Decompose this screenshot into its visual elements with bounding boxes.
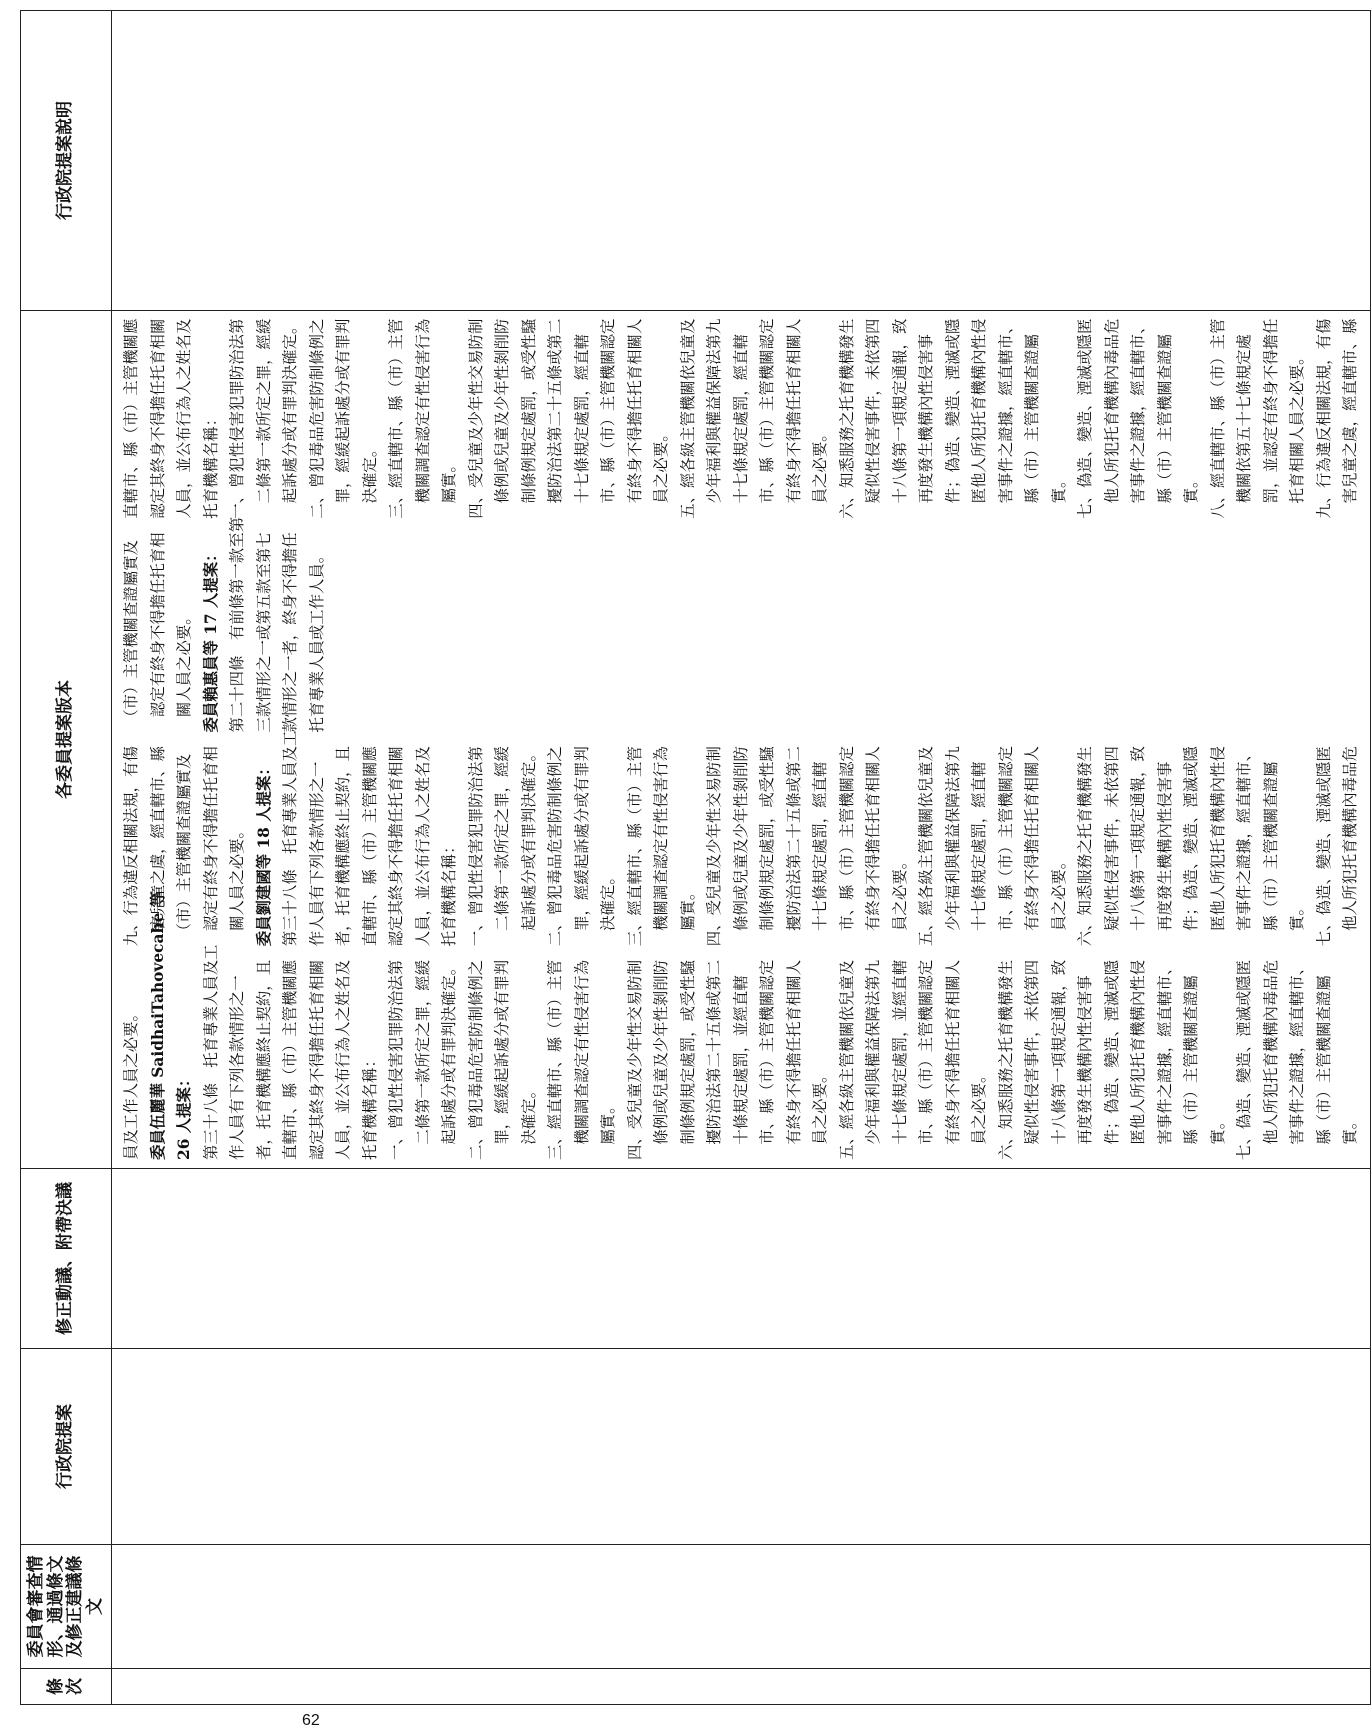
text-line: （市）主管機關查證屬實及 — [175, 753, 194, 947]
text-line: 疑似性侵害事件，未依第四 — [864, 318, 883, 519]
text-line: 條例或兒童及少年性剝削防 — [493, 318, 512, 519]
text-line: 托育機構名稱： — [201, 411, 220, 519]
text-line: 五、經各級主管機關依兒童及 — [837, 959, 856, 1160]
executive-explanation-cell — [112, 11, 1371, 311]
text-line: 十八條第一項規定通報，致 — [1049, 959, 1068, 1160]
text-line: 決確定。 — [519, 1083, 538, 1160]
text-line: 縣（市）主管機關查證屬 — [1155, 334, 1174, 519]
text-line: 認定有終身不得擔任托育相 — [148, 532, 167, 733]
text-line: 人員，並公布行為人之姓名及 — [334, 959, 353, 1160]
text-line: 實。 — [1341, 1113, 1360, 1160]
proposer-heading: 委員劉建國等 18 人提案： — [254, 760, 273, 947]
text-line: 者，托育機構應終止契約，且 — [334, 746, 353, 947]
text-line: 縣（市）主管機關查證屬 — [1261, 761, 1280, 947]
text-line: 有終身不得擔任托育相關人 — [625, 318, 644, 519]
text-line: 罰，並認定有終身不得擔任 — [1261, 318, 1280, 519]
text-line: 三款情形之一或第五款至第七 — [254, 532, 273, 733]
text-line: 有終身不得擔任托育相關人 — [943, 959, 962, 1160]
text-line: 六、知悉服務之托育機構發生 — [1076, 746, 1095, 947]
text-line: 認定其終身不得擔任托育相關 — [148, 318, 167, 519]
text-line: 有終身不得擔任托育相關人 — [1023, 746, 1042, 947]
text-line: 人員，並公布行為人之姓名及 — [413, 746, 432, 947]
text-line: 少年福利與權益保障法第九 — [864, 959, 883, 1160]
text-line: 二、曾犯毒品危害防制條例之 — [307, 318, 326, 519]
text-line: 他人所犯托育機構內毒品危 — [1341, 746, 1360, 947]
proposal-text-column — [118, 517, 1364, 733]
text-line: 員之必要。 — [970, 1067, 989, 1160]
text-line: 縣（市）主管機關查證屬 — [1023, 334, 1042, 519]
text-line: 匿他人所犯托育機構內性侵 — [970, 318, 989, 519]
text-line: 關人員之必要。 — [228, 823, 247, 947]
text-line: 十七條規定處罰，經直轄 — [811, 761, 830, 947]
text-line: 員之必要。 — [1049, 853, 1068, 947]
text-line: 托育機構名稱： — [360, 1052, 379, 1160]
text-line: 起訴處分或有罪判決確定。 — [519, 746, 538, 947]
text-line: 機關調查認定有性侵害行為 — [572, 959, 591, 1160]
text-line: 員之必要。 — [811, 426, 830, 519]
text-line: 托育相關人員之必要。 — [1288, 349, 1307, 519]
text-line: 再度發生機構內性侵害事 — [1076, 975, 1095, 1160]
text-line: 直轄市、縣（市）主管機關應 — [122, 318, 141, 519]
header-article: 條次 — [21, 1669, 112, 1705]
text-line: 五、經各級主管機關依兒童及 — [917, 746, 936, 947]
text-line: 市、縣（市）主管機關認定 — [837, 746, 856, 947]
text-line: 四、受兒童及少年性交易防制 — [466, 318, 485, 519]
text-line: 縣（市）主管機關查證屬 — [1314, 975, 1333, 1160]
text-line: 十七條規定處罰，經直轄 — [970, 761, 989, 947]
text-line: 實。 — [1049, 472, 1068, 519]
text-line: 十七條規定處罰，經直轄 — [572, 334, 591, 519]
text-line: 害事件之證據，經直轄市、 — [1155, 959, 1174, 1160]
text-line: 一、曾犯性侵害犯罪防治法第 — [387, 959, 406, 1160]
text-line: 市、縣（市）主管機關認定 — [917, 959, 936, 1160]
text-line: 起訴處分或有罪判決確定。 — [281, 318, 300, 519]
text-line: 有終身不得擔任托育相關人 — [784, 959, 803, 1160]
text-line: 害事件之證據，經直轄市、 — [1129, 318, 1148, 519]
member-proposals-cell — [112, 311, 1371, 1169]
text-line: 他人所犯托育機構內毒品危 — [1102, 318, 1121, 519]
text-line: 托育機構名稱： — [440, 838, 459, 947]
text-line: 一、曾犯性侵害犯罪防治法第 — [466, 746, 485, 947]
text-line: 市、縣（市）主管機關認定 — [758, 959, 777, 1160]
proposer-heading: 26 人提案： — [175, 1071, 194, 1160]
motions-cell — [112, 1169, 1371, 1349]
text-line: 第三十八條 托育專業人員及工 — [201, 944, 220, 1160]
text-line: 五、經各級主管機關依兒童及 — [678, 318, 697, 519]
text-line: 九、行為違反相關法規，有傷 — [1314, 318, 1333, 519]
text-line: 四、受兒童及少年性交易防制 — [705, 746, 724, 947]
text-line: 作人員有下列各款情形之一 — [228, 975, 247, 1160]
text-line: 九、行為違反相關法規，有傷 — [122, 746, 141, 947]
text-line: 第二十四條 有前條第一款至第 — [228, 517, 247, 733]
text-line: 制條例規定處罰，或受性騷 — [758, 746, 777, 947]
text-line: 一、曾犯性侵害犯罪防治法第 — [228, 318, 247, 519]
text-line: 屬實。 — [678, 884, 697, 947]
text-line: 十條規定處罰，並經直轄 — [731, 975, 750, 1160]
text-line: 機關調查認定有性侵害行為 — [413, 318, 432, 519]
article-cell — [112, 1669, 1371, 1705]
text-line: 害事件之證據，經直轄市、 — [1235, 746, 1254, 947]
text-line: 十七條規定處罰，經直轄 — [731, 334, 750, 519]
text-line: 屬實。 — [440, 457, 459, 519]
text-line: 員之必要。 — [652, 426, 671, 519]
text-line: 件；偽造、變造、湮滅或隱 — [943, 318, 962, 519]
page-number: 62 — [302, 1712, 320, 1729]
text-line: 擾防治法第二十五條或第二 — [546, 318, 565, 519]
text-line: 疑似性侵害事件，未依第四 — [1023, 959, 1042, 1160]
text-line: 再度發生機構內性侵害事 — [917, 334, 936, 519]
text-line: 機關依第五十七條規定處 — [1235, 334, 1254, 519]
text-line: 他人所犯托育機構內毒品危 — [1261, 959, 1280, 1160]
header-executive-proposal: 行政院提案 — [21, 1349, 112, 1545]
text-line: 實。 — [1182, 472, 1201, 519]
text-line: 害兒童之虞，經直轄市、縣 — [148, 746, 167, 947]
text-line: 四、受兒童及少年性交易防制 — [625, 959, 644, 1160]
proposer-heading: 委員賴惠員等 17 人提案： — [201, 546, 220, 733]
text-line: 托育專業人員或工作人員。 — [307, 547, 326, 733]
text-line: 決確定。 — [360, 441, 379, 519]
text-line: 機關調查認定有性侵害行為 — [652, 746, 671, 947]
text-line: 直轄市、縣（市）主管機關應 — [360, 746, 379, 947]
text-line: 二條第一款所定之罪，經緩 — [413, 959, 432, 1160]
text-line: 三、經直轄市、縣（市）主管 — [387, 318, 406, 519]
table-header-row — [21, 11, 112, 1705]
text-line: 罪，經緩起訴處分或有罪判 — [493, 959, 512, 1160]
text-line: 條例或兒童及少年性剝削防 — [652, 959, 671, 1160]
text-line: 七、偽造、變造、湮滅或隱匿 — [1314, 746, 1333, 947]
table-row — [112, 11, 1371, 1705]
text-line: 縣（市）主管機關查證屬 — [1182, 975, 1201, 1160]
text-line: 七、偽造、變造、湮滅或隱匿 — [1235, 959, 1254, 1160]
text-line: 屬實。 — [599, 1098, 618, 1160]
text-line: 匿他人所犯托育機構內性侵 — [1208, 746, 1227, 947]
text-line: 市、縣（市）主管機關認定 — [599, 318, 618, 519]
text-line: 十八條第一項規定通報，致 — [1129, 746, 1148, 947]
text-line: 二、曾犯毒品危害防制條例之 — [466, 959, 485, 1160]
text-line: 件；偽造、變造、湮滅或隱 — [1102, 959, 1121, 1160]
text-line: 員及工作人員之必要。 — [122, 1006, 141, 1160]
proposer-heading: 委員伍麗華 SaidhaiTahovecahe 等 — [148, 891, 167, 1160]
text-line: 作人員有下列各款情形之一 — [307, 761, 326, 947]
text-line: 再度發生機構內性侵害事 — [1155, 761, 1174, 947]
rotated-document-page — [20, 10, 1360, 1705]
text-line: 實。 — [1208, 1113, 1227, 1160]
text-line: 件；偽造、變造、湮滅或隱 — [1182, 746, 1201, 947]
text-line: 十八條第一項規定通報，致 — [890, 318, 909, 519]
text-line: 擾防治法第二十五條或第二 — [705, 959, 724, 1160]
committee-passed-cell — [112, 1545, 1371, 1669]
proposal-text-column — [118, 319, 1364, 519]
text-line: 六、知悉服務之托育機構發生 — [996, 959, 1015, 1160]
text-line: 關人員之必要。 — [175, 609, 194, 733]
text-line: 二條第一款所定之罪，經緩 — [493, 746, 512, 947]
text-line: 罪，經緩起訴處分或有罪判 — [572, 746, 591, 947]
text-line: 二、曾犯毒品危害防制條例之 — [546, 746, 565, 947]
header-member-proposals: 各委員提案版本 — [21, 311, 112, 1169]
text-line: 二條第一款所定之罪，經緩 — [254, 318, 273, 519]
text-line: 人員，並公布行為人之姓名及 — [175, 318, 194, 519]
text-line: 起訴處分或有罪判決確定。 — [440, 959, 459, 1160]
text-line: 制條例規定處罰，或受性騷 — [678, 959, 697, 1160]
text-line: 十七條規定處罰，並經直轄 — [890, 959, 909, 1160]
text-line: 匿他人所犯托育機構內性侵 — [1129, 959, 1148, 1160]
text-line: 員之必要。 — [890, 853, 909, 947]
text-line: 少年福利與權益保障法第九 — [943, 746, 962, 947]
executive-proposal-cell — [112, 1349, 1371, 1545]
text-line: 少年福利與權益保障法第九 — [705, 318, 724, 519]
text-line: 款情形之一者，終身不得擔任 — [281, 532, 300, 733]
header-executive-explanation: 行政院提案說明 — [21, 11, 112, 311]
text-line: 認定其終身不得擔任托育相關 — [307, 959, 326, 1160]
text-line: 條例或兒童及少年性剝削防 — [731, 746, 750, 947]
text-line: 制條例規定處罰，或受性騷 — [519, 318, 538, 519]
text-line: 第三十八條 托育專業人員及工 — [281, 730, 300, 947]
comparison-table — [20, 10, 1371, 1705]
text-line: 罪，經緩起訴處分或有罪判 — [334, 318, 353, 519]
header-motions: 修正動議、附帶決議 — [21, 1169, 112, 1349]
proposal-text-column — [118, 891, 1364, 1160]
text-line: 害事件之證據，經直轄市、 — [996, 318, 1015, 519]
text-line: 市、縣（市）主管機關認定 — [758, 318, 777, 519]
text-line: 實。 — [1288, 900, 1307, 947]
proposal-columns — [118, 319, 1364, 1160]
text-line: 害事件之證據，經直轄市、 — [1288, 959, 1307, 1160]
text-line: 害兒童之虞，經直轄市、縣 — [1341, 318, 1360, 519]
proposal-text-column — [118, 730, 1364, 947]
text-line: 決確定。 — [599, 869, 618, 947]
text-line: 七、偽造、變造、湮滅或隱匿 — [1076, 318, 1095, 519]
text-line: 擾防治法第二十五條或第二 — [784, 746, 803, 947]
text-line: 市、縣（市）主管機關認定 — [996, 746, 1015, 947]
text-line: （市）主管機關查證屬實及 — [122, 540, 141, 733]
text-line: 者，托育機構應終止契約，且 — [254, 959, 273, 1160]
text-line: 員之必要。 — [811, 1067, 830, 1160]
text-line: 三、經直轄市、縣（市）主管 — [546, 959, 565, 1160]
text-line: 有終身不得擔任托育相關人 — [784, 318, 803, 519]
text-line: 八、經直轄市、縣（市）主管 — [1208, 318, 1227, 519]
text-line: 疑似性侵害事件，未依第四 — [1102, 746, 1121, 947]
text-line: 直轄市、縣（市）主管機關應 — [281, 959, 300, 1160]
text-line: 認定其終身不得擔任托育相關 — [387, 746, 406, 947]
text-line: 有終身不得擔任托育相關人 — [864, 746, 883, 947]
text-line: 六、知悉服務之托育機構發生 — [837, 318, 856, 519]
text-line: 認定有終身不得擔任托育相 — [201, 746, 220, 947]
text-line: 三、經直轄市、縣（市）主管 — [625, 746, 644, 947]
header-committee-passed: 委員會審查情形、通過條文及修正建議條文 — [21, 1545, 112, 1669]
